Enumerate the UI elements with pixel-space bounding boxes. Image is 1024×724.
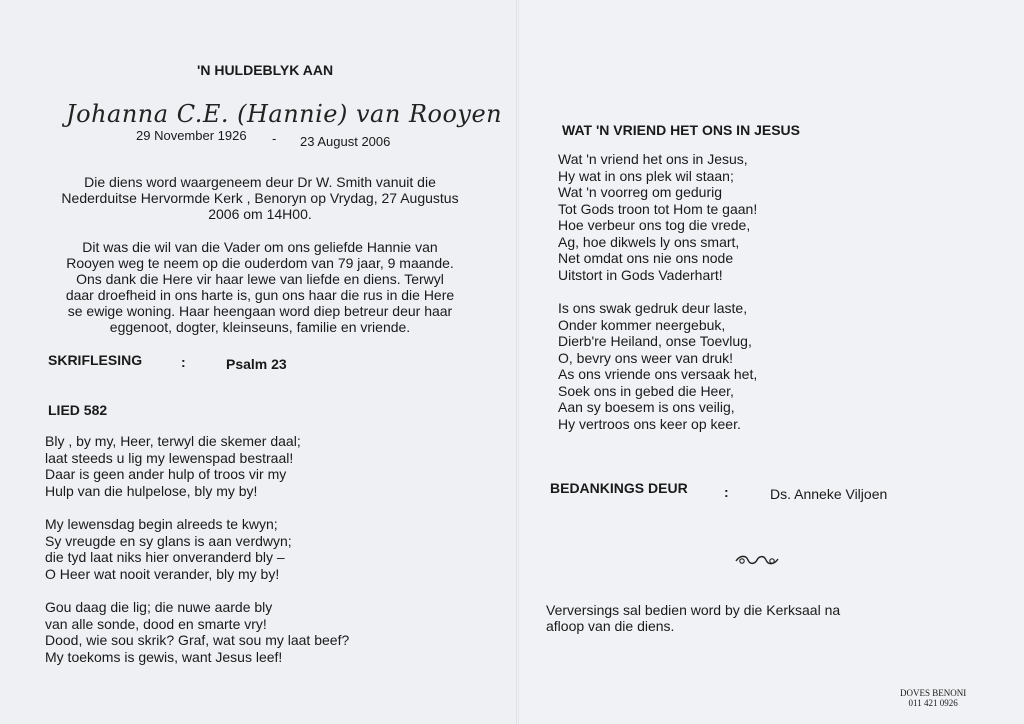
verse-line: O, bevry ons weer van druk! [558,349,734,366]
hymn-stanza [558,151,757,283]
service-line: Nederduitse Hervormde Kerk , Benoryn op Vrydag, 27 Augustus [61,190,459,206]
deceased-name: Johanna C.E. (Hannie) van Rooyen [66,100,503,128]
verse-line: van alle sonde, dood en smarte vry! [45,615,267,632]
right-hymn-title: WAT 'N VRIEND HET ONS IN JESUS [562,122,800,138]
verse-line: Dood, wie sou skrik? Graf, wat sou my laat beef? [45,632,350,648]
printer-name: DOVES BENONI [900,688,967,698]
verse-line: Tot Gods troon tot Hom te gaan! [558,200,758,217]
printer-credit [900,688,966,708]
service-line: 2006 om 14H00. [208,206,312,222]
service-line: Die diens word waargeneem deur Dr W. Smith vanuit die [84,174,436,190]
verse-line: Daar is geen ander hulp of troos vir my [45,466,287,482]
thanks-colon: : [724,484,729,500]
tribute-line: se ewige woning. Haar heengaan word diep betreur deur haar [67,303,453,319]
verse-line: Is ons swak gedruk deur laste, [558,300,748,316]
verse-line: Wat 'n vriend het ons in Jesus, [558,151,748,167]
tribute-line: Ons dank die Here vir haar lewe van liefde en diens. Terwyl [76,271,444,287]
date-died: 23 August 2006 [300,134,391,149]
verse-line: Sy vreugde en sy glans is aan verdwyn; [45,532,292,549]
thanks-value: Ds. Anneke Viljoen [770,486,888,502]
verse-line: laat steeds u lig my lewenspad bestraal! [45,449,294,466]
verse-line: Bly , by my, Heer, terwyl die skemer daal; [45,433,301,449]
hymn-stanza [45,516,349,582]
left-hymn-title: LIED 582 [48,402,108,418]
verse-line: Net omdat ons nie ons node [558,250,734,266]
printer-phone: 011 421 0926 [908,698,958,708]
reading-value: Psalm 23 [226,356,287,372]
verse-line: As ons vriende ons versaak het, [558,366,758,382]
tribute-heading: 'N HULDEBLYK AAN [197,62,334,78]
verse-line: My toekoms is gewis, want Jesus leef! [45,648,283,665]
service-paragraph [40,174,480,222]
verse-line: Hoe verbeur ons tog die vrede, [558,217,751,233]
reading-colon: : [181,354,186,370]
reading-label: SKRIFLESING [48,352,143,368]
hymn-stanza [45,599,349,665]
verse-line: Hulp van die hulpelose, bly my by! [45,482,258,499]
tribute-line: daar droefheid in ons harte is, gun ons haar die rus in die Here [65,287,455,303]
verse-line: Uitstort in Gods Vaderhart! [558,266,723,283]
tribute-line: Rooyen weg te neem op die ouderdom van 79 jaar, 9 maande. [66,255,454,271]
verse-line: Hy vertroos ons keer op keer. [558,415,741,432]
tribute-paragraph [30,239,490,335]
tribute-line: eggenoot, dogter, kleinseuns, familie en vriende. [109,319,411,335]
verse-line: Gou daag die lig; die nuwe aarde bly [45,599,273,615]
right-hymn-verses [558,151,757,449]
verse-line: Hy wat in ons plek wil staan; [558,167,734,184]
thanks-label: BEDANKINGS DEUR [550,480,688,496]
page-fold [516,0,519,724]
verse-line: Ag, hoe dikwels ly ons smart, [558,233,740,250]
verse-line: My lewensdag begin alreeds te kwyn; [45,516,278,532]
verse-line: Soek ons in gebed die Heer, [558,382,734,399]
refreshments-line: afloop van die diens. [546,618,675,634]
left-hymn-verses [45,433,349,682]
hymn-stanza [45,433,349,499]
verse-line: O Heer wat nooit verander, bly my by! [45,565,280,582]
tribute-line: Dit was die wil van die Vader om ons geliefde Hannie van [82,239,438,255]
verse-line: Dierb're Heiland, onse Toevlug, [558,333,752,349]
date-separator: - [272,131,277,146]
verse-line: die tyd laat niks hier onveranderd bly – [45,549,285,565]
flourish-ornament-icon [734,553,780,567]
verse-line: Aan sy boesem is ons veilig, [558,399,735,415]
date-born: 29 November 1926 [136,128,247,143]
verse-line: Onder kommer neergebuk, [558,316,726,333]
verse-line: Wat 'n voorreg om gedurig [558,184,723,200]
refreshments-paragraph [546,602,840,634]
refreshments-line: Verversings sal bedien word by die Kerksaal na [546,602,841,618]
hymn-stanza [558,300,757,432]
